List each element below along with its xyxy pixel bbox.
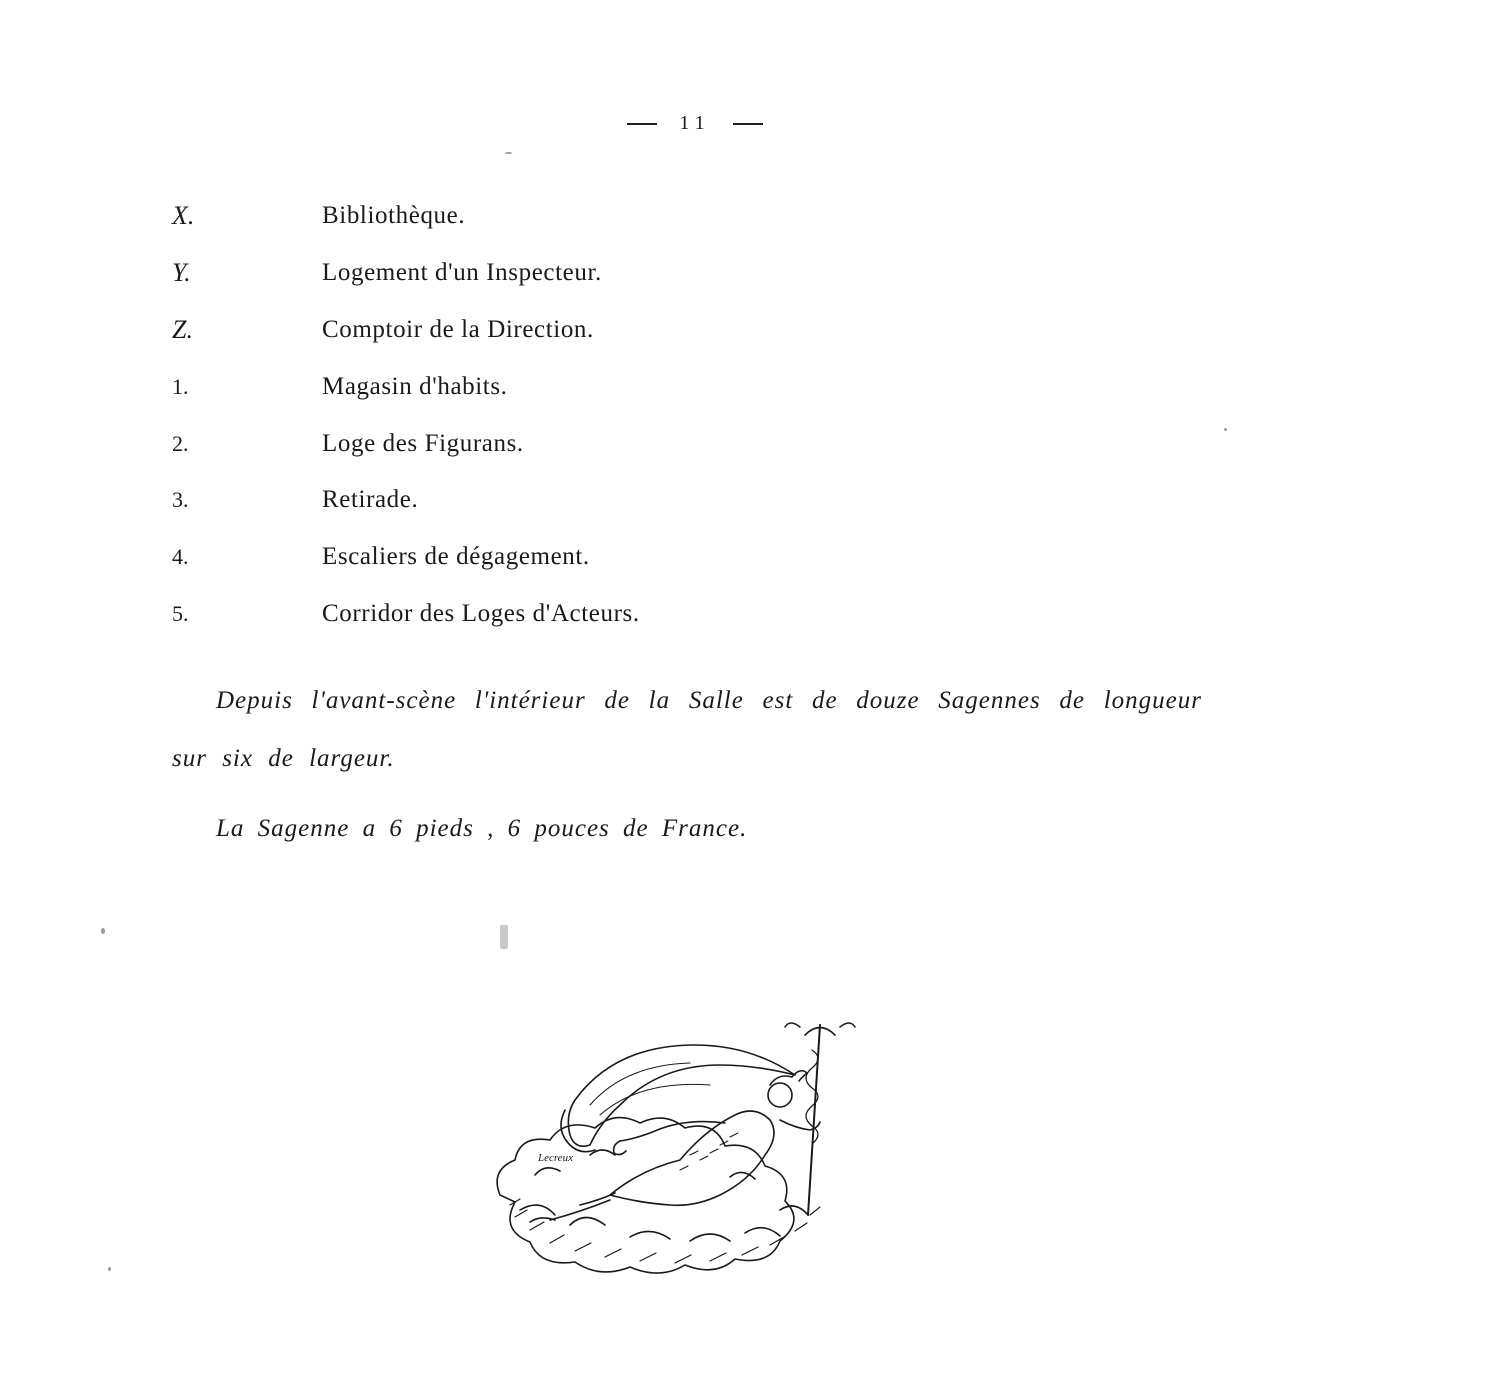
legend-key: 5. [172,600,189,626]
page-number: 11 [679,112,711,134]
scan-speck [108,1267,111,1271]
page-number-header [0,112,1390,135]
legend-key: X. [172,201,195,231]
legend-label: Retirade. [322,486,419,514]
dimensions-note: Depuis l'avant-scène l'intérieur de la Salle est de douze Sagennes de longueur sur six de largeur. [172,687,1202,772]
legend-row [172,529,872,586]
legend-label: Magasin d'habits. [322,372,508,400]
scan-speck [101,928,105,934]
legend-key: 3. [172,487,189,513]
left-dash [627,123,657,125]
legend-row [172,188,872,245]
unit-note: La Sagenne a 6 pieds , 6 pouces de France. [216,815,748,842]
legend-row [172,586,872,643]
legend-label: Corridor des Loges d'Acteurs. [322,599,640,627]
legend-key: Y. [172,258,191,288]
legend-label: Logement d'un Inspecteur. [322,259,602,287]
legend-row [172,472,872,529]
legend-label: Comptoir de la Direction. [322,315,594,343]
legend-list [172,188,872,642]
legend-label: Bibliothèque. [322,202,466,230]
svg-text:Lecreux: Lecreux [538,1152,574,1164]
legend-row [172,302,872,359]
scan-speck [1224,428,1227,431]
right-dash [733,123,763,125]
legend-row [172,245,872,302]
scan-speck [500,925,508,949]
legend-label: Loge des Figurans. [322,429,524,457]
legend-label: Escaliers de dégagement. [322,543,590,571]
legend-row [172,358,872,415]
legend-key: 4. [172,544,189,570]
mercury-cloud-icon [480,1005,880,1285]
mercury-vignette [480,1005,880,1285]
legend-key: 2. [172,430,189,456]
legend-key: 1. [172,373,189,399]
legend-row [172,415,872,472]
scan-speck [505,152,512,154]
legend-key: Z. [172,314,193,344]
